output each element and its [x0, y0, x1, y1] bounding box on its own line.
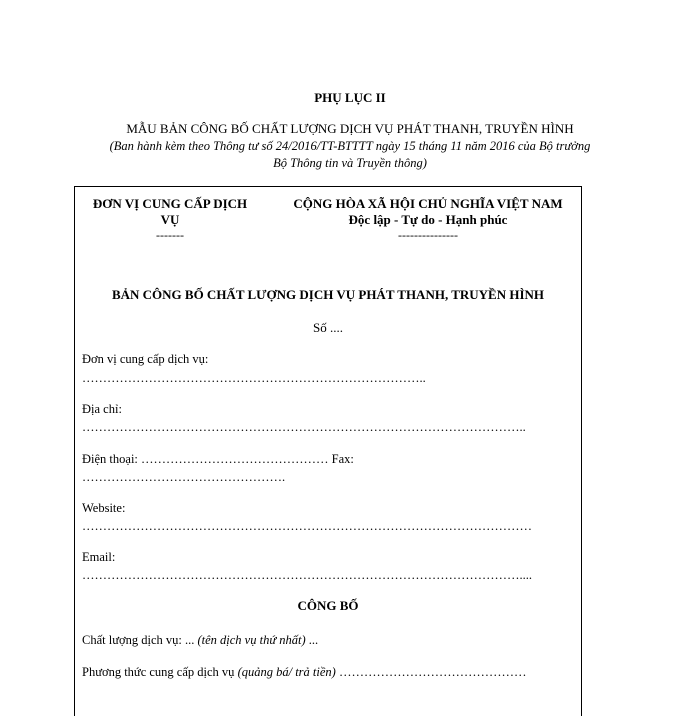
provider-field-label: Đơn vị cung cấp dịch vụ: [82, 352, 209, 366]
email-field-label: Email: [82, 550, 116, 564]
fax-field-label: Fax: [328, 452, 354, 466]
email-field-dots: …………………………………………………………………………………………….... [82, 568, 532, 582]
issuance-line-2: Bộ Thông tin và Truyền thông) [273, 156, 427, 170]
website-field-dots: ……………………………………………………………………………………………… [82, 519, 532, 533]
national-header-line-1: CỘNG HÒA XÃ HỘI CHỦ NGHĨA VIỆT NAM [293, 196, 563, 211]
document-number [74, 320, 582, 336]
method-dots: ……………………………………… [335, 665, 527, 679]
appendix-title: PHỤ LỤC II [314, 90, 386, 105]
fax-field-dots: …………………………………………. [82, 470, 286, 484]
quality-line [82, 632, 578, 649]
form-title: MẪU BẢN CÔNG BỐ CHẤT LƯỢNG DỊCH VỤ PHÁT THANH, TRUYỀN HÌNH [126, 121, 574, 136]
method-label: Phương thức cung cấp dịch vụ [82, 665, 238, 679]
provider-header-line-2: VỤ [160, 212, 180, 227]
quality-suffix: ... [305, 633, 319, 647]
phone-fax-line [82, 451, 578, 468]
website-field-label: Website: [82, 501, 126, 515]
provider-header-line-1: ĐƠN VỊ CUNG CẤP DỊCH [92, 196, 248, 211]
national-motto: Độc lập - Tự do - Hạnh phúc [348, 212, 508, 227]
issuance-note [70, 138, 630, 172]
national-header [278, 196, 578, 242]
provider-header [80, 196, 260, 242]
quality-value: (tên dịch vụ thứ nhất) [197, 633, 306, 647]
document-number-text: Số .... [313, 320, 343, 335]
national-header-dashes: --------------- [398, 228, 458, 242]
announcement-title: CÔNG BỐ [297, 598, 359, 613]
method-value: (quảng bá/ trả tiền) [237, 665, 336, 679]
quality-label: Chất lượng dịch vụ: ... [82, 633, 198, 647]
provider-header-dashes: ------- [156, 228, 184, 242]
method-line [82, 664, 578, 681]
provider-field-dots: ……………………………………………………………………….. [82, 371, 426, 385]
address-field-dots: …………………………………………………………………………………………….. [82, 420, 526, 434]
address-field-label: Địa chỉ: [82, 402, 122, 416]
phone-field-label: Điện thoại: ……………………………………… [82, 452, 329, 466]
issuance-line-1: (Ban hành kèm theo Thông tư số 24/2016/TT-BTTTT ngày 15 tháng 11 năm 2016 của Bộ trưởng [109, 139, 591, 153]
document-heading: BẢN CÔNG BỐ CHẤT LƯỢNG DỊCH VỤ PHÁT THANH, TRUYỀN HÌNH [111, 287, 545, 302]
